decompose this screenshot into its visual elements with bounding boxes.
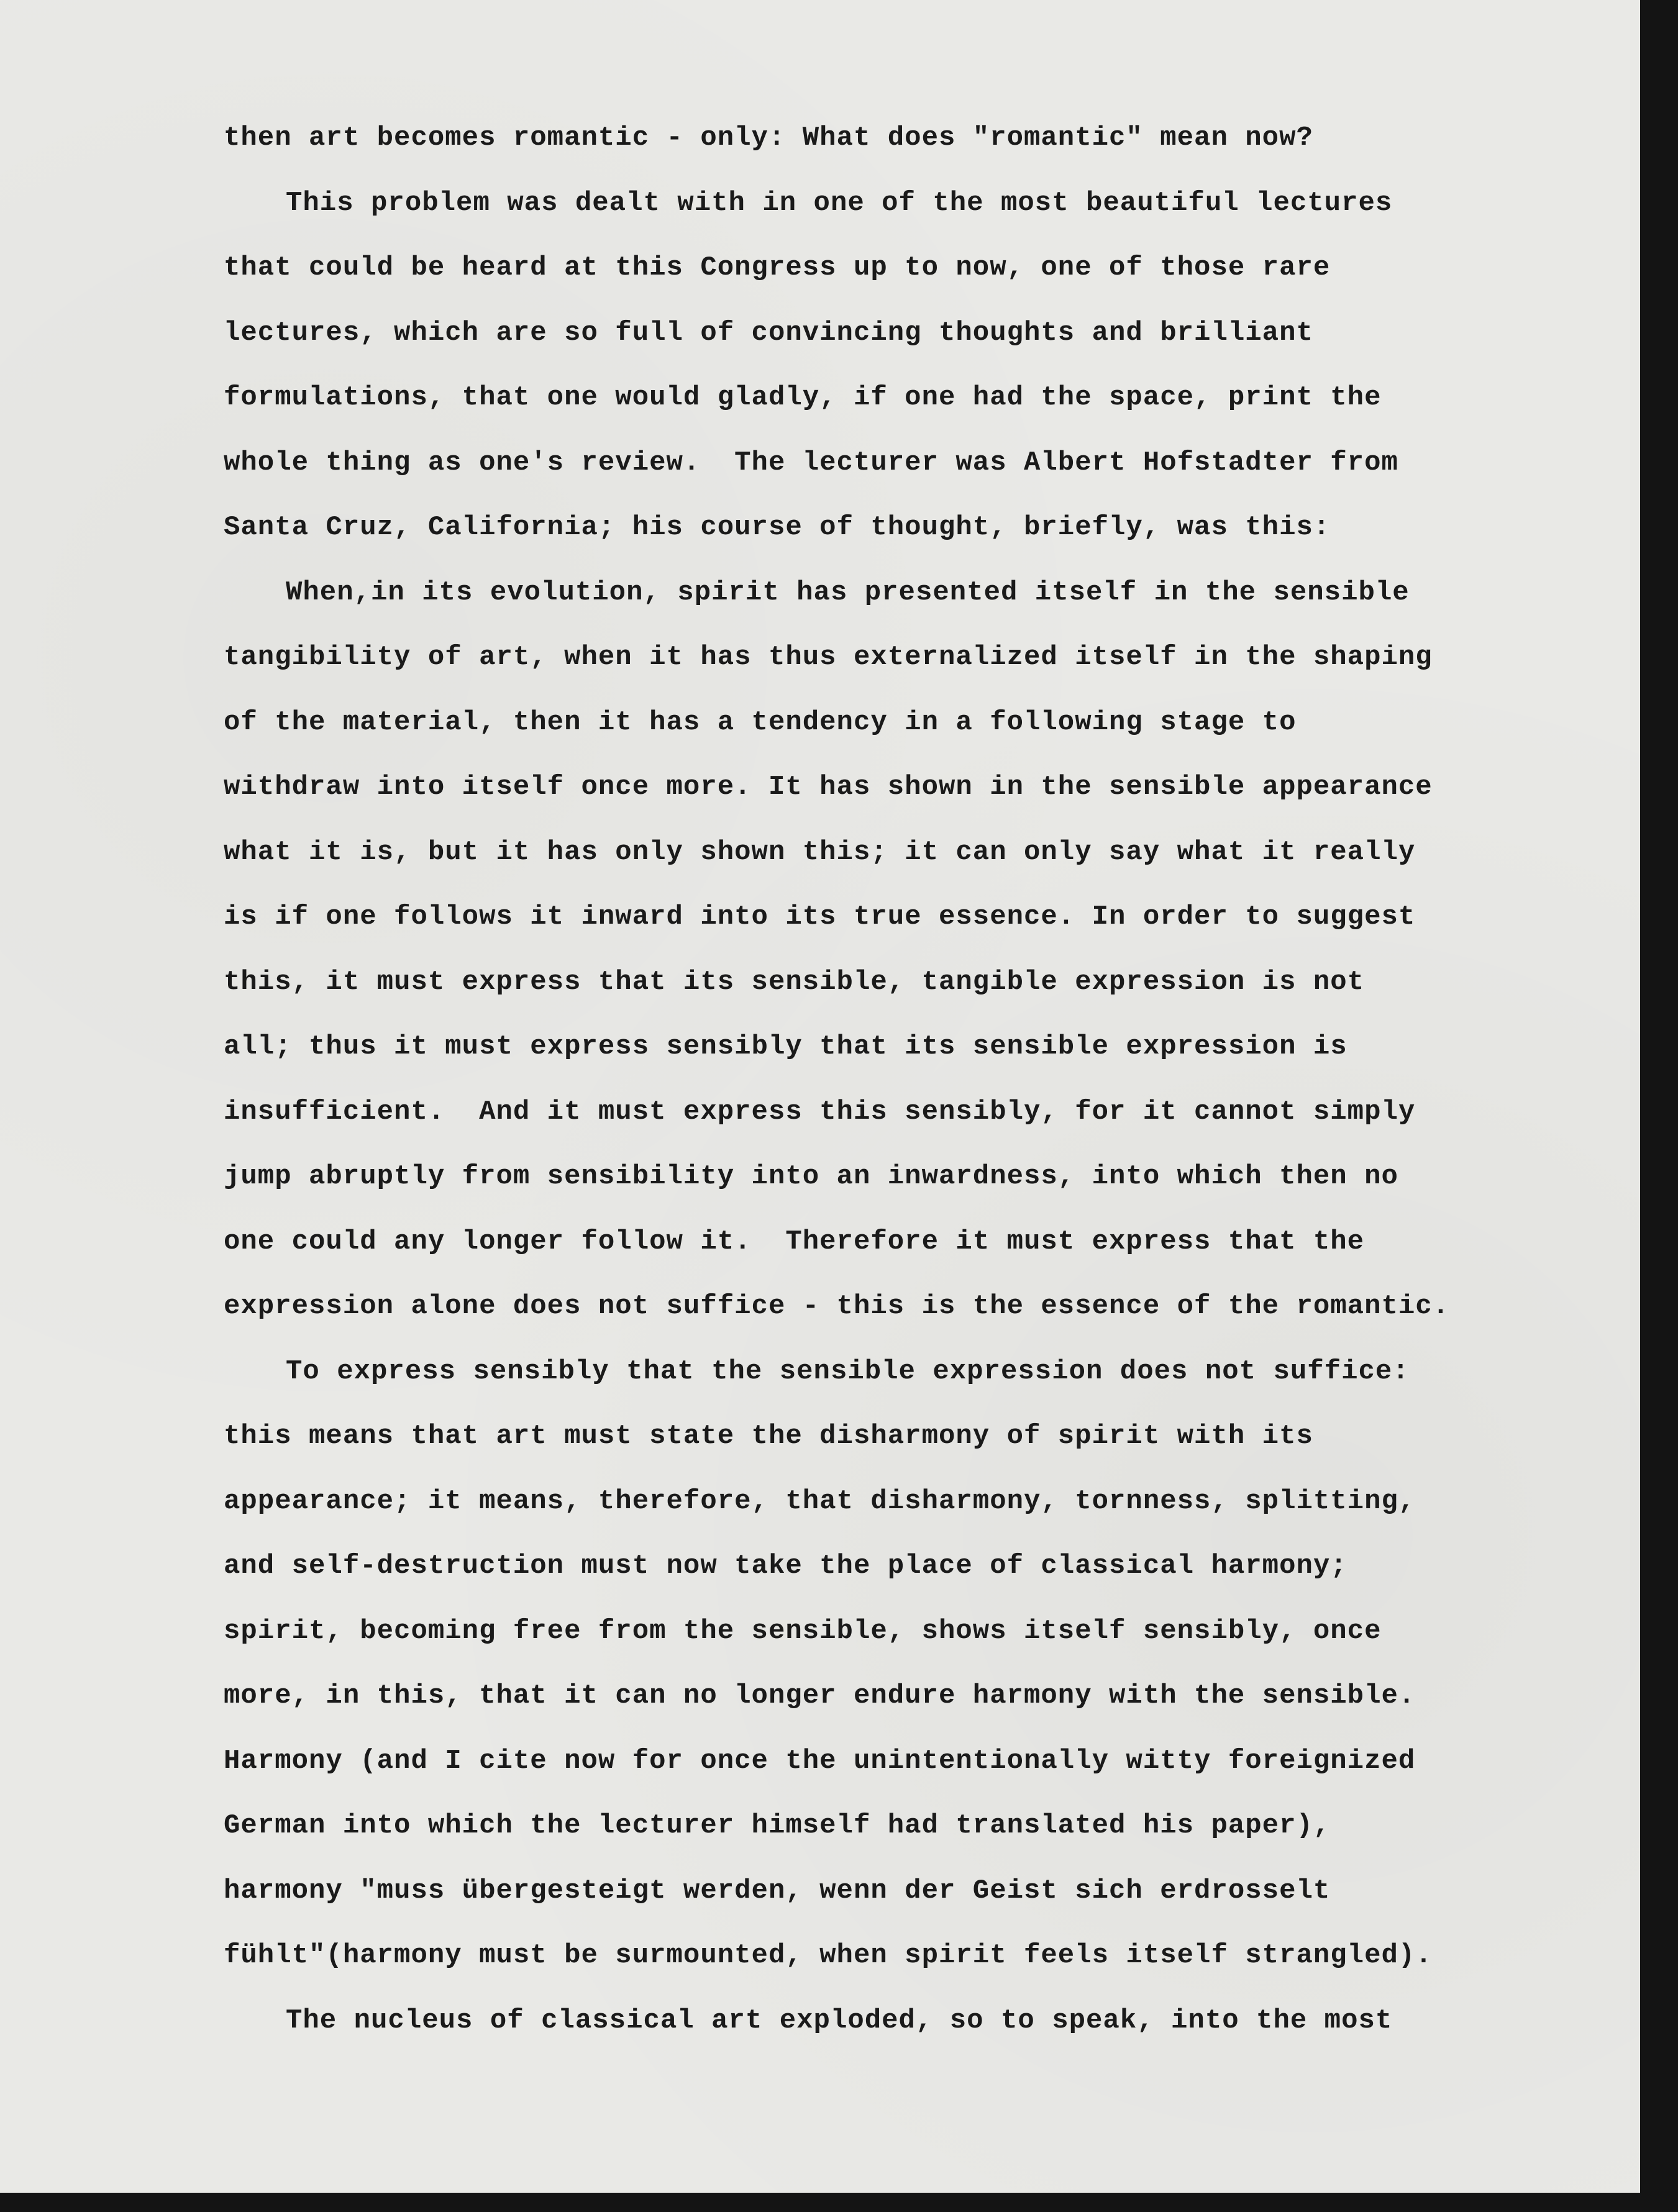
text-line: of the material, then it has a tendency in a following stage to <box>224 706 1297 738</box>
text-line: whole thing as one's review. The lecturer was Albert Hofstadter from <box>224 447 1398 478</box>
text-line: expression alone does not suffice - this is the essence of the romantic. <box>224 1291 1450 1322</box>
text-line: tangibility of art, when it has thus externalized itself in the shaping <box>224 642 1433 673</box>
text-line: lectures, which are so full of convincing thoughts and brilliant <box>224 317 1313 348</box>
text-line: formulations, that one would gladly, if one had the space, print the <box>224 382 1382 413</box>
scan-border-right <box>1640 0 1678 2212</box>
text-line: When,in its evolution, spirit has presented itself in the sensible <box>286 576 1410 608</box>
text-line: insufficient. And it must express this sensibly, for it cannot simply <box>224 1096 1416 1127</box>
text-line: To express sensibly that the sensible expression does not suffice: <box>286 1355 1410 1387</box>
text-line: spirit, becoming free from the sensible, shows itself sensibly, once <box>224 1615 1382 1647</box>
text-line: German into which the lecturer himself had translated his paper), <box>224 1810 1331 1841</box>
text-line: one could any longer follow it. Therefore it must express that the <box>224 1226 1365 1257</box>
text-line: The nucleus of classical art exploded, so to speak, into the most <box>286 2005 1393 2036</box>
text-line: more, in this, that it can no longer endure harmony with the sensible. <box>224 1680 1416 1711</box>
text-line: this means that art must state the disharmony of spirit with its <box>224 1421 1313 1452</box>
text-line: this, it must express that its sensible, tangible expression is not <box>224 966 1365 998</box>
text-line: appearance; it means, therefore, that disharmony, tornness, splitting, <box>224 1485 1416 1517</box>
text-line: withdraw into itself once more. It has shown in the sensible appearance <box>224 771 1433 803</box>
text-line: Santa Cruz, California; his course of thought, briefly, was this: <box>224 512 1331 543</box>
text-line: then art becomes romantic - only: What does "romantic" mean now? <box>224 122 1313 153</box>
text-line: that could be heard at this Congress up to now, one of those rare <box>224 252 1331 283</box>
text-line: fühlt"(harmony must be surmounted, when spirit feels itself strangled). <box>224 1940 1433 1971</box>
text-line: Harmony (and I cite now for once the unintentionally witty foreignized <box>224 1745 1416 1777</box>
text-line: jump abruptly from sensibility into an inwardness, into which then no <box>224 1161 1398 1192</box>
text-line: all; thus it must express sensibly that its sensible expression is <box>224 1031 1347 1062</box>
text-line: harmony "muss übergesteigt werden, wenn der Geist sich erdrosselt <box>224 1875 1331 1906</box>
text-line: This problem was dealt with in one of the most beautiful lectures <box>286 187 1393 219</box>
text-line: is if one follows it inward into its true essence. In order to suggest <box>224 901 1416 932</box>
text-line: what it is, but it has only shown this; it can only say what it really <box>224 836 1416 868</box>
typewritten-text <box>224 106 1653 2053</box>
scan-border-bottom <box>0 2193 1678 2212</box>
text-line: and self-destruction must now take the place of classical harmony; <box>224 1550 1347 1582</box>
